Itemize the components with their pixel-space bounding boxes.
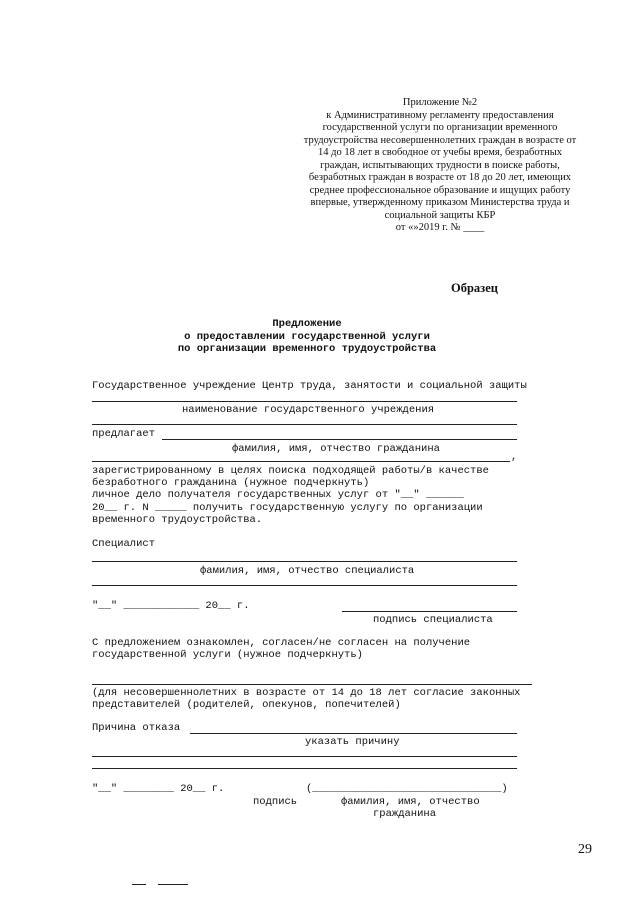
offers-line <box>162 439 517 440</box>
footer-mark <box>132 884 146 885</box>
bottom-name-caption-2: гражданина <box>373 808 437 820</box>
institution-text: Государственное учреждение Центр труда, занятости и социальной защиты <box>92 380 527 392</box>
heading-title: Предложение <box>272 318 342 330</box>
specialist-line <box>92 561 517 562</box>
heading-line: по организации временного трудоустройства <box>177 343 437 355</box>
specialist-caption: фамилия, имя, отчество специалиста <box>200 565 415 577</box>
refusal-line <box>190 733 517 734</box>
registered-line: зарегистрированному в целях поиска подходящей работы/в качестве <box>92 465 489 477</box>
appendix-line: 14 до 18 лет в свободное от учебы время, безработных <box>317 147 563 158</box>
appendix-line: к Административному регламенту предоставления <box>326 109 554 121</box>
comma: , <box>511 451 518 463</box>
appendix-line: граждан, испытывающих трудности в поиске работы, <box>320 159 560 171</box>
bottom-name-caption: фамилия, имя, отчество <box>341 796 480 808</box>
appendix-header <box>300 97 580 235</box>
minors-line: представителей (родителей, опекунов, попечителей) <box>92 699 401 711</box>
appendix-line: безработных граждан в возрасте от 18 до 20 лет, имеющих <box>308 172 572 183</box>
acquainted-line: С предложением ознакомлен, согласен/не согласен на получение <box>92 637 471 649</box>
offers-top-line <box>92 424 517 425</box>
citizen-caption: фамилия, имя, отчество гражданина <box>232 443 440 455</box>
appendix-line: Приложение №2 <box>402 97 478 108</box>
appendix-line: среднее профессиональное образование и ищущих работу <box>309 184 571 196</box>
specialist-signature-line <box>342 611 517 612</box>
appendix-line: государственной услуги по организации временного <box>322 122 558 133</box>
appendix-line: от «»2019 г. № ____ <box>395 222 485 233</box>
heading-line: о предоставлении государственной услуги <box>184 330 430 343</box>
bottom-date: "__" ________ 20__ г. <box>92 783 225 795</box>
registered-line: личное дело получателя государственных услуг от "__" ______ <box>92 489 464 501</box>
acquainted-signature-line <box>92 684 532 685</box>
appendix-line: впервые, утвержденному приказом Министерства труда и <box>310 197 570 208</box>
registered-line: безработного гражданина (нужное подчеркнуть) <box>92 477 370 489</box>
refusal-caption: указать причину <box>305 736 400 748</box>
form-heading <box>92 318 522 356</box>
refusal-line-2 <box>92 756 517 757</box>
appendix-line: социальной защиты КБР <box>384 209 496 221</box>
offers-label: предлагает <box>92 428 156 440</box>
footer-mark <box>158 884 188 885</box>
specialist-signature-caption: подпись специалиста <box>373 614 493 626</box>
registered-line: временного трудоустройства. <box>92 514 263 526</box>
refusal-label: Причина отказа <box>92 722 181 734</box>
bottom-signature-caption: подпись <box>253 796 298 808</box>
registered-line: 20__ г. N _____ получить государственную услугу по организации <box>92 502 483 514</box>
refusal-line-3 <box>92 768 517 769</box>
specialist-label: Специалист <box>92 538 156 550</box>
citizen-line <box>92 461 510 462</box>
specialist-line-2 <box>92 585 517 586</box>
page-number: 29 <box>578 842 592 857</box>
institution-line <box>92 401 517 402</box>
bottom-name-field: (______________________________) <box>306 783 508 795</box>
minors-line: (для несовершеннолетних в возрасте от 14 до 18 лет согласие законных <box>92 687 521 699</box>
appendix-line: трудоустройства несовершеннолетних граждан в возрасте от <box>303 134 577 146</box>
sample-label: Образец <box>451 281 498 295</box>
institution-caption: наименование государственного учреждения <box>182 404 435 416</box>
specialist-date: "__" ____________ 20__ г. <box>92 600 250 612</box>
acquainted-line: государственной услуги (нужное подчеркнуть) <box>92 649 363 661</box>
